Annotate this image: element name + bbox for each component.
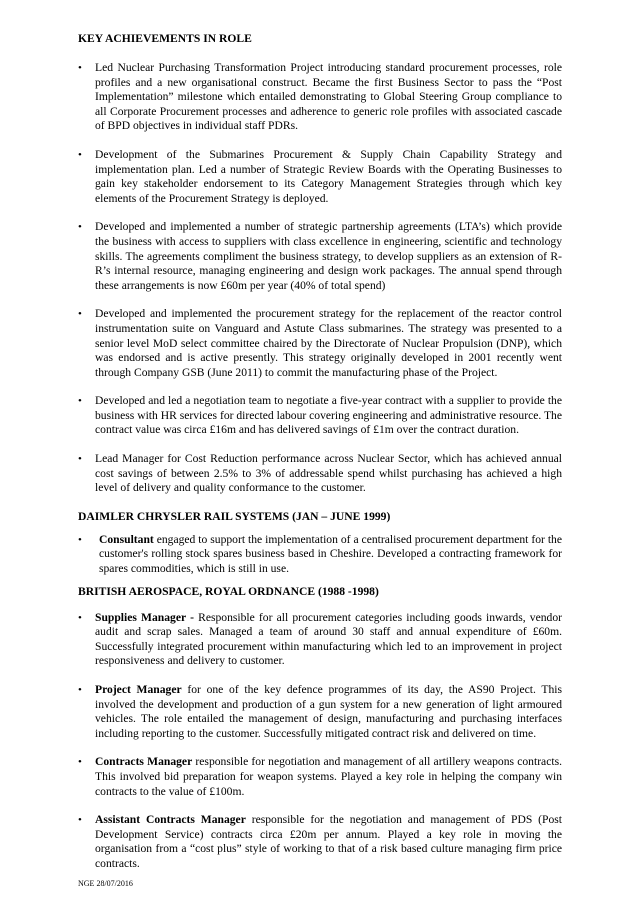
list-item-text: Developed and led a negotiation team to negotiate a five-year contract with a supplier to provide the business with HR services for directed labour covering engineering and administrative resource. The contract value was circa £16m and has delivered savings of £1m over the contract duration. — [95, 394, 562, 437]
list-item — [78, 755, 562, 799]
bullet-icon: • — [78, 611, 82, 624]
list-item-text: Developed and implemented the procurement strategy for the replacement of the reactor control instrumentation suite on Vanguard and Astute Class submarines. The strategy was presented to a senior level MoD select committee chaired by the Directorate of Nuclear Propulsion (DNP), which was endorsed and is active presently. This strategy originally developed in 2001 recently went through Company GSB (June 2011) to commit the manufacturing phase of the Project. — [95, 307, 562, 379]
bullet-icon: • — [78, 453, 82, 466]
bullet-icon: • — [78, 533, 82, 546]
key-achievements-list — [78, 61, 562, 496]
bullet-icon: • — [78, 756, 82, 769]
role-description: responsible for the negotiation and management of PDS (Post Development Service) contracts circa £20m per annum. Played a key role in moving the organisation from a “cost plus” style of working to that of a risk based culture managing firm price contracts. — [95, 813, 562, 870]
list-item — [78, 307, 562, 380]
list-item-text: Led Nuclear Purchasing Transformation Project introducing standard procurement processes, role profiles and a new organisational construct. Became the first Business Sector to pass the “Post Implementation” milestone which entailed demonstrating to Global Steering Group compliance to all Corporate Procurement processes and adherence to generic role profiles with associated cascade of BPD objectives in individual staff PDRs. — [95, 61, 562, 133]
section-heading-daimler: DAIMLER CHRYSLER RAIL SYSTEMS (JAN – JUNE 1999) — [78, 509, 391, 523]
section-heading-key-achievements: KEY ACHIEVEMENTS IN ROLE — [78, 32, 252, 45]
british-aerospace-list — [78, 611, 562, 872]
list-item — [78, 813, 562, 871]
list-item — [78, 148, 562, 206]
role-title: Assistant Contracts Manager — [95, 813, 246, 827]
list-item — [78, 61, 562, 134]
list-item — [78, 533, 562, 577]
list-item — [78, 683, 562, 741]
list-item-text: Developed and implemented a number of strategic partnership agreements (LTA’s) which provide the business with access to suppliers with class excellence in engineering, scientific and technology skills. The agreements compliment the business strategy, to develop suppliers as an extension of R-R’s internal resource, managing engineering and design work packages. The annual spend through these arrangements is now £60m per year (40% of total spend) — [95, 220, 562, 292]
role-title: Consultant — [99, 532, 154, 546]
list-item — [78, 220, 562, 293]
role-description: for one of the key defence programmes of its day, the AS90 Project. This involved the development and production of a gun system for a new generation of light armoured vehicles. The role entailed the management of design, manufacturing and purchasing interfaces including reporting to the customer. Successfully mitigated contract risk and delivered on time. — [95, 683, 562, 740]
role-description: engaged to support the implementation of a centralised procurement department for the customer's rolling stock spares business based in Cheshire. Developed a contracting framework for spares commodities, which is still in use. — [99, 532, 562, 576]
daimler-list — [78, 533, 562, 577]
list-item — [78, 394, 562, 438]
role-description: responsible for negotiation and management of all artillery weapons contracts. This involved bid preparation for weapon systems. Played a key role in helping the company win contracts to the value of £100m. — [95, 755, 562, 798]
role-description: Responsible for all procurement categories including goods inwards, vendor audit and scrap sales. Managed a team of around 30 staff and annual expenditure of £60m. Successfully integrated procurement within manufacturing which led to an improvement in project responsiveness and delivery to customer. — [95, 610, 562, 668]
bullet-icon: • — [78, 221, 82, 234]
list-item-text: Development of the Submarines Procurement & Supply Chain Capability Strategy and implementation plan. Led a number of Strategic Review Boards with the Operating Businesses to gain key stakeholder endorsement to its Category Management Strategies through which key elements of the Procurement Strategy is deployed. — [95, 147, 562, 205]
page-footer: NGE 28/07/2016 — [78, 879, 133, 888]
section-heading-british-aerospace: BRITISH AEROSPACE, ROYAL ORDNANCE (1988 -1998) — [78, 584, 379, 598]
role-title: Supplies Manager - — [95, 610, 194, 624]
role-title: Project Manager — [95, 683, 182, 696]
bullet-icon: • — [78, 395, 82, 408]
list-item — [78, 452, 562, 496]
list-item — [78, 611, 562, 669]
bullet-icon: • — [78, 308, 82, 321]
list-item-text: Lead Manager for Cost Reduction performance across Nuclear Sector, which has achieved annual cost savings of between 2.5% to 3% of addressable spend whilst purchasing has achieved a high level of delivery and quality conformance to the customer. — [95, 452, 562, 495]
bullet-icon: • — [78, 148, 82, 161]
bullet-icon: • — [78, 62, 82, 74]
bullet-icon: • — [78, 684, 82, 696]
bullet-icon: • — [78, 814, 82, 827]
role-title: Contracts Manager — [95, 755, 193, 769]
